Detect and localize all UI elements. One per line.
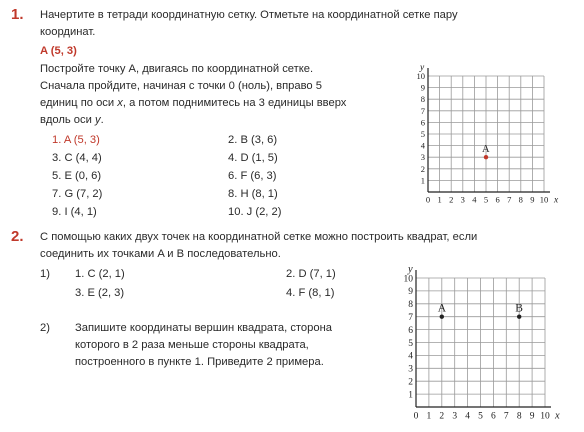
task1-point-title: A (5, 3)	[40, 45, 77, 57]
task2-line2: соединить их точками A и B последовательно.	[40, 248, 281, 260]
grid1-y-tick-label: 9	[420, 82, 425, 93]
task1-number: 1.	[11, 6, 24, 23]
grid2-y-tick-label: 10	[403, 274, 413, 285]
task1-item-3: 3. C (4, 4)	[52, 152, 102, 164]
task2-sub2-line2: которого в 2 раза меньше стороны квадрата,	[75, 339, 309, 351]
grid1-y-tick-label: 1	[420, 175, 425, 186]
instr3-x: x	[117, 97, 123, 109]
grid2-y-tick-label: 6	[408, 325, 413, 336]
grid2-y-tick-label: 3	[408, 364, 413, 375]
task1-item-9: 9. I (4, 1)	[52, 206, 97, 218]
grid2-point-label-A: A	[437, 302, 447, 315]
grid2-x-tick-label: 9	[529, 411, 535, 422]
grid1-x-tick-label: 1	[437, 194, 442, 205]
task1-instr4	[40, 114, 104, 126]
task2-option-2: 2. D (7, 1)	[286, 268, 336, 280]
grid2-point-B	[517, 315, 521, 319]
task1-instr1: Постройте точку A, двигаясь по координатной сетке.	[40, 63, 314, 75]
grid2-x-tick-label: 3	[452, 411, 458, 422]
grid2-x-tick-label: 4	[465, 411, 470, 422]
task2-sub2-line3: построенного в пункте 1. Приведите 2 примера.	[75, 356, 324, 368]
task1-item-10: 10. J (2, 2)	[228, 206, 282, 218]
grid2-y-tick-label: 8	[408, 300, 413, 311]
grid2-point-label-B: B	[515, 302, 523, 315]
grid1-x-tick-label: 2	[449, 194, 454, 205]
grid1-y-axis-label: y	[420, 63, 425, 73]
task1-line1: Начертите в тетради координатную сетку. Отметьте на координатной сетке пару	[40, 9, 458, 21]
grid1-y-tick-label: 4	[420, 140, 425, 151]
grid1-x-tick-label: 5	[483, 194, 489, 205]
task1-item-7: 7. G (7, 2)	[52, 188, 103, 200]
task2-coordinate-grid	[396, 262, 582, 430]
grid1-x-tick-label: 6	[495, 194, 500, 205]
instr4-text-b: .	[100, 114, 104, 126]
task1-instr3	[40, 97, 346, 109]
grid1-y-tick-label: 7	[420, 105, 425, 116]
grid2-x-tick-label: 6	[491, 411, 496, 422]
grid2-y-axis-label: y	[408, 264, 413, 275]
grid1-x-tick-label: 0	[425, 194, 431, 205]
grid1-x-tick-label: 8	[518, 194, 523, 205]
grid2-y-tick-label: 1	[408, 390, 413, 401]
task1-instr2: Сначала пройдите, начиная с точки 0 (ноль), вправо 5	[40, 80, 322, 92]
grid2-x-tick-label: 1	[426, 411, 432, 422]
grid1-point-A	[484, 155, 488, 159]
grid1-x-tick-label: 9	[530, 194, 535, 205]
task1-item-2: 2. B (3, 6)	[228, 134, 278, 146]
grid2-x-tick-label: 8	[516, 411, 522, 422]
grid1-y-tick-label: 10	[416, 70, 425, 81]
task2-number: 2.	[11, 228, 24, 245]
task2-sub1-label: 1)	[40, 268, 50, 280]
grid2-x-tick-label: 10	[540, 411, 550, 422]
grid2-point-A	[440, 315, 444, 319]
grid1-y-tick-label: 6	[420, 117, 425, 128]
grid2-y-tick-label: 5	[408, 338, 413, 349]
task1-line2: координат.	[40, 26, 96, 38]
task1-item-6: 6. F (6, 3)	[228, 170, 277, 182]
grid1-x-tick-label: 10	[539, 194, 549, 205]
grid1-y-tick-label: 5	[420, 128, 425, 139]
grid1-x-tick-label: 4	[472, 194, 477, 205]
grid2-y-tick-label: 7	[408, 313, 413, 324]
task1-item-5: 5. E (0, 6)	[52, 170, 102, 182]
grid1-x-axis-label: x	[554, 195, 559, 206]
grid2-x-tick-label: 5	[478, 411, 483, 422]
instr3-text-a: единиц по оси	[40, 97, 118, 109]
instr4-y: y	[94, 114, 101, 126]
task2-option-3: 3. E (2, 3)	[75, 287, 125, 299]
grid1-point-label-A: A	[482, 144, 490, 156]
grid2-x-tick-label: 2	[439, 411, 445, 422]
task1-item-8: 8. H (8, 1)	[228, 188, 278, 200]
grid1-y-tick-label: 3	[420, 152, 425, 163]
grid2-x-tick-label: 7	[503, 411, 509, 422]
task2-option-1: 1. C (2, 1)	[75, 268, 125, 280]
task1-item-1: 1. A (5, 3)	[52, 134, 100, 146]
grid2-x-axis-label: x	[555, 410, 560, 422]
instr4-text-a: вдоль оси	[40, 114, 95, 126]
grid1-x-tick-label: 7	[507, 194, 512, 205]
grid2-y-tick-label: 2	[408, 377, 413, 388]
task1-coordinate-grid	[410, 60, 575, 215]
task2-sub2-line1: Запишите координаты вершин квадрата, сторона	[75, 322, 332, 334]
grid1-y-tick-label: 8	[420, 94, 425, 105]
task1-item-4: 4. D (1, 5)	[228, 152, 278, 164]
grid1-y-tick-label: 2	[420, 163, 425, 174]
grid1-x-tick-label: 3	[460, 194, 465, 205]
grid2-y-tick-label: 4	[408, 351, 413, 362]
grid2-x-tick-label: 0	[413, 411, 419, 422]
grid2-y-tick-label: 9	[408, 287, 413, 298]
task2-line1: С помощью каких двух точек на координатной сетке можно построить квадрат, если	[40, 231, 478, 243]
task2-option-4: 4. F (8, 1)	[286, 287, 335, 299]
task2-sub2-label: 2)	[40, 322, 50, 334]
instr3-text-b: , а потом поднимитесь на 3 единицы вверх	[122, 97, 347, 109]
